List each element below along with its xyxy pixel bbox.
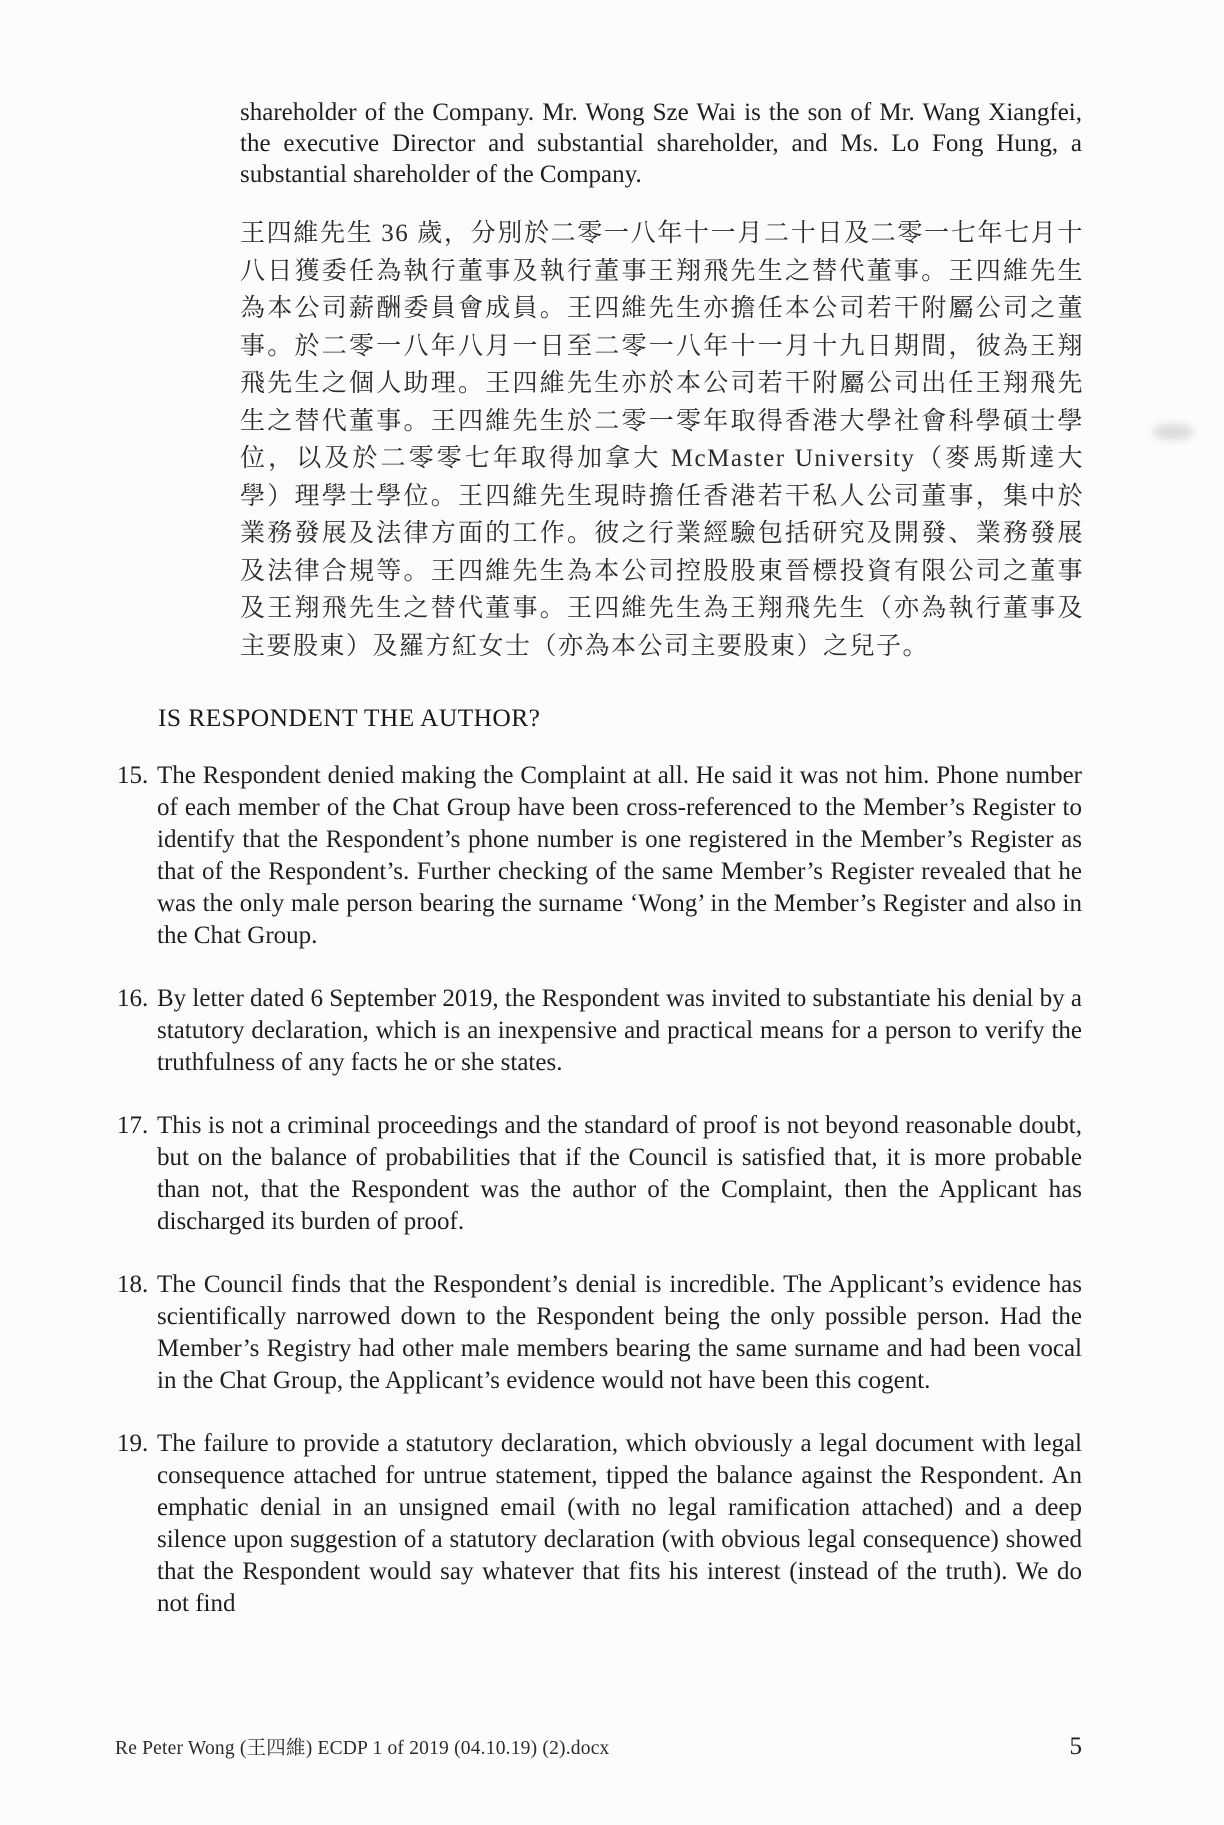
intro-paragraph-english: shareholder of the Company. Mr. Wong Sze Wai is the son of Mr. Wang Xiangfei, the executive Director and substantial shareholder, and Ms. Lo Fong Hung, a substantial shareholder of the Company. bbox=[240, 99, 1082, 188]
intro-paragraph-chinese: 王四維先生 36 歲，分別於二零一八年十一月二十日及二零一七年七月十八日獲委任為執行董事及執行董事王翔飛先生之替代董事。王四維先生為本公司薪酬委員會成員。王四維先生亦擔任本公司若干附屬公司之董事。於二零一八年八月一日至二零一八年十一月十九日期間，彼為王翔飛先生之個人助理。王四維先生亦於本公司若干附屬公司出任王翔飛先生之替代董事。王四維先生於二零一零年取得香港大學社會科學碩士學位，以及於二零零七年取得加拿大 McMaster University（麥馬斯達大學）理學士學位。王四維先生現時擔任香港若干私人公司董事，集中於業務發展及法律方面的工作。彼之行業經驗包括研究及開發、業務發展及法律合規等。王四維先生為本公司控股股東晉標投資有限公司之董事及王翔飛先生之替代董事。王四維先生為王翔飛先生（亦為執行董事及主要股東）及羅方紅女士（亦為本公司主要股東）之兒子。 bbox=[240, 220, 1084, 660]
scan-artifact-smudge bbox=[1152, 424, 1194, 440]
footer-filename: Re Peter Wong (王四維) ECDP 1 of 2019 (04.10.19) (2).docx bbox=[115, 1738, 610, 1759]
paragraph-text: The Respondent denied making the Complaint at all. He said it was not him. Phone number of each member of the Chat Group have been cross-referenced to the Member’s Register to identify that the Respondent’s phone number is one registered in the Member’s Register as that of the Respondent’s. Further checking of the same Member’s Register revealed that he was the only male person bearing the surname ‘Wong’ in the Member’s Register and also in the Chat Group. bbox=[157, 762, 1082, 949]
numbered-paragraph-16 bbox=[117, 983, 1082, 1079]
paragraph-number: 16. bbox=[117, 985, 149, 1012]
numbered-paragraph-15 bbox=[117, 760, 1082, 952]
numbered-paragraph-19 bbox=[117, 1428, 1082, 1620]
section-heading: IS RESPONDENT THE AUTHOR? bbox=[158, 703, 541, 732]
paragraph-number: 17. bbox=[117, 1112, 149, 1139]
paragraph-text: This is not a criminal proceedings and the standard of proof is not beyond reasonable doubt, but on the balance of probabilities that if the Council is satisfied that, it is more probable than not, that the Respondent was the author of the Complaint, then the Applicant has discharged its burden of proof. bbox=[157, 1112, 1082, 1235]
numbered-paragraph-list bbox=[0, 760, 1224, 1620]
paragraph-number: 15. bbox=[117, 762, 149, 789]
paragraph-text: The failure to provide a statutory declaration, which obviously a legal document with legal consequence attached for untrue statement, tipped the balance against the Respondent. An emphatic denial in an unsigned email (with no legal ramification attached) and a deep silence upon suggestion of a statutory declaration (with obvious legal consequence) showed that the Respondent would say whatever that fits his interest (instead of the truth). We do not find bbox=[157, 1430, 1082, 1617]
page-footer bbox=[115, 1732, 1082, 1761]
paragraph-number: 18. bbox=[117, 1271, 149, 1298]
paragraph-text: The Council finds that the Respondent’s denial is incredible. The Applicant’s evidence has scientifically narrowed down to the Respondent being the only possible person. Had the Member’s Registry had other male members bearing the same surname and had been vocal in the Chat Group, the Applicant’s evidence would not have been this cogent. bbox=[157, 1271, 1082, 1394]
page-number: 5 bbox=[1069, 1733, 1082, 1760]
numbered-paragraph-17 bbox=[117, 1110, 1082, 1238]
numbered-paragraph-18 bbox=[117, 1269, 1082, 1397]
paragraph-number: 19. bbox=[117, 1430, 149, 1457]
paragraph-text: By letter dated 6 September 2019, the Respondent was invited to substantiate his denial by a statutory declaration, which is an inexpensive and practical means for a person to verify the truthfulness of any facts he or she states. bbox=[157, 985, 1082, 1076]
